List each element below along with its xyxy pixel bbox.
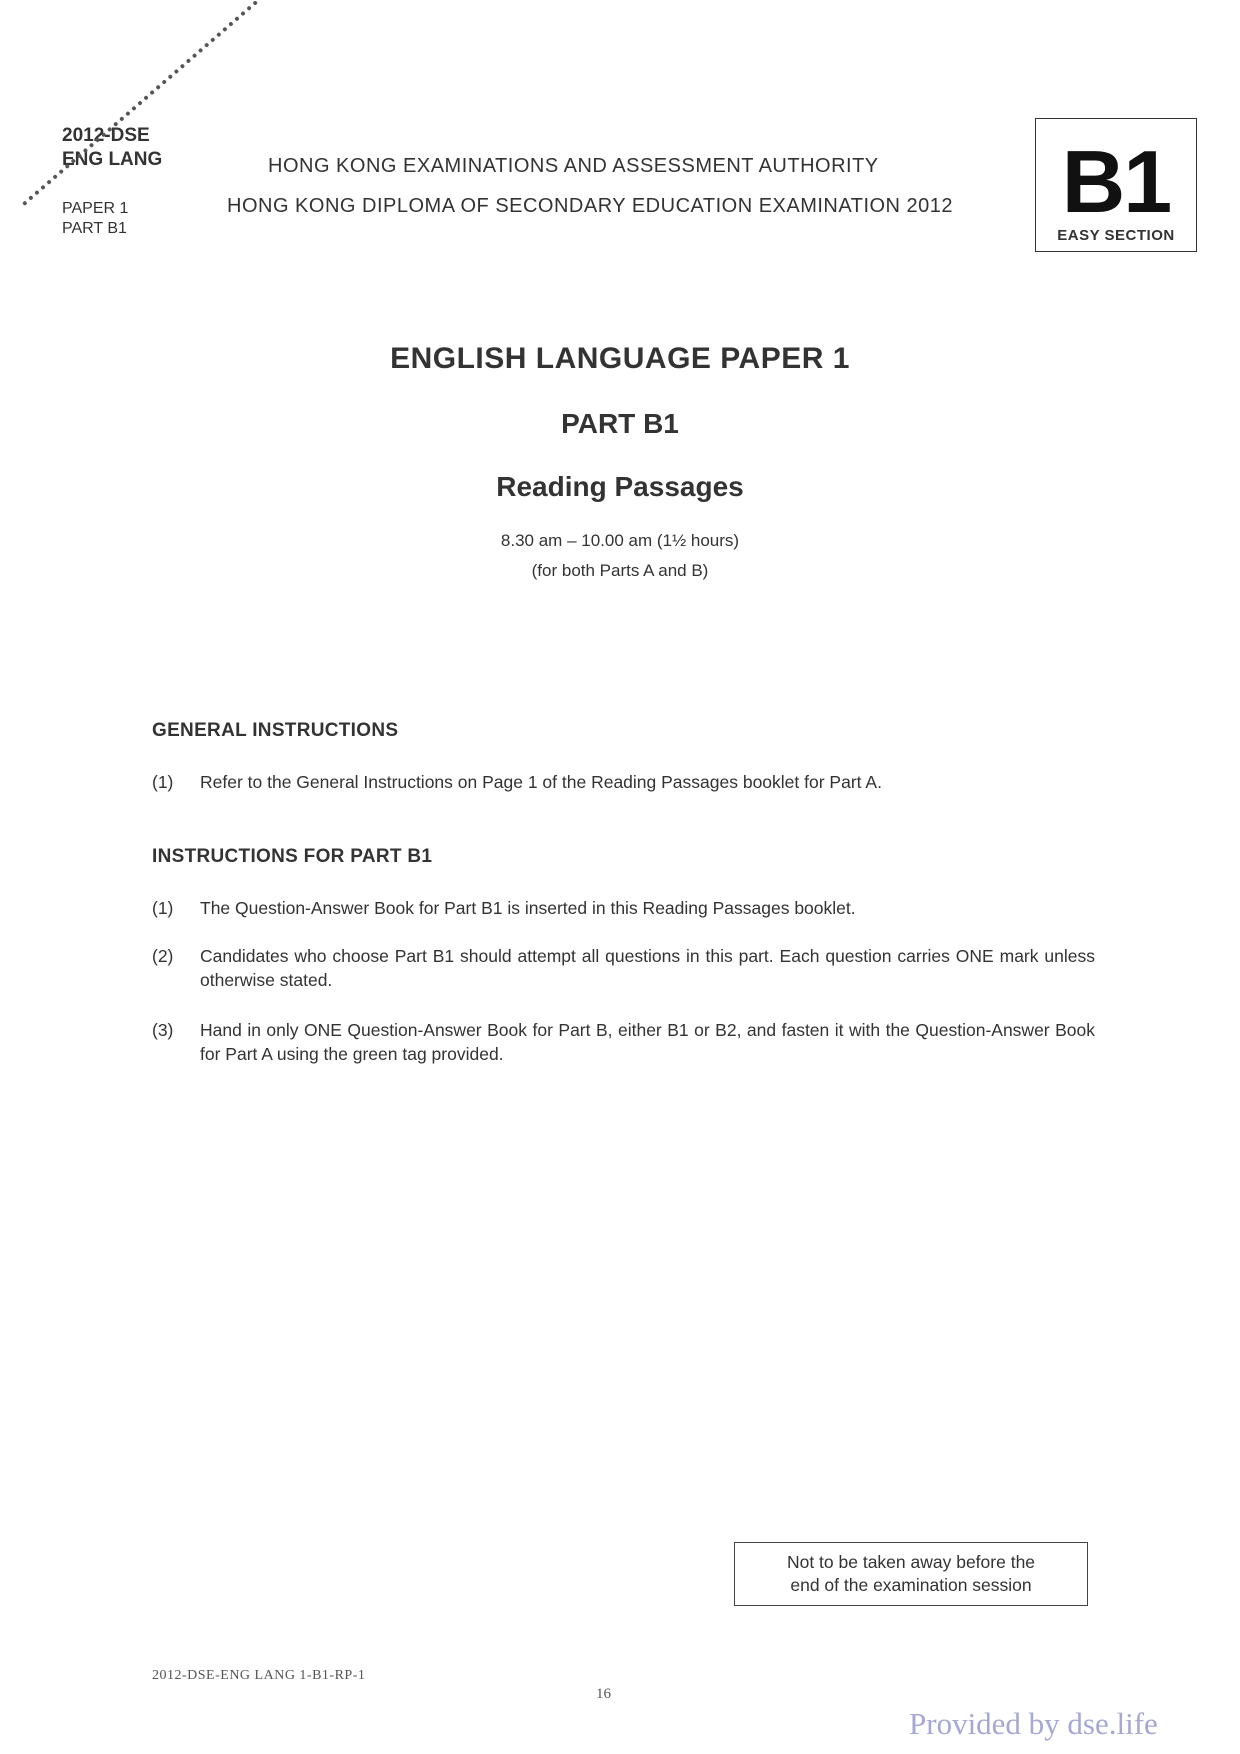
paper-code: 2012-DSE-ENG LANG 1-B1-RP-1 [152,1668,366,1683]
corner-paper: PAPER 1 [62,200,129,217]
general-instruction-item [152,770,1102,800]
page-number: 16 [596,1686,611,1702]
notice-line-2: end of the examination session [790,1575,1032,1595]
corner-year-code: 2012-DSE [62,125,150,146]
part-title: PART B1 [561,408,679,439]
corner-part: PART B1 [62,220,127,237]
exam-scope: (for both Parts A and B) [531,561,709,580]
item-text: Refer to the General Instructions on Page 1 of the Reading Passages booklet for Part A. [200,772,882,792]
part-instruction-item [152,944,1102,996]
header-exam: HONG KONG DIPLOMA OF SECONDARY EDUCATION EXAMINATION 2012 [227,195,954,217]
item-number: (1) [152,772,174,792]
item-text: Candidates who choose Part B1 should attempt all questions in this part. Each question carries ONE mark unless otherwise stated. [200,946,1095,990]
booklet-title: Reading Passages [496,471,744,502]
badge-code: B1 [1061,132,1171,231]
corner-subject: ENG LANG [62,149,163,170]
part-instruction-item [152,1018,1102,1070]
item-number: (1) [152,898,174,918]
paper-title: ENGLISH LANGUAGE PAPER 1 [390,342,850,375]
corner-label [62,124,162,172]
part-instruction-item [152,896,1102,926]
badge-label: EASY SECTION [1057,227,1175,244]
item-number: (3) [152,1020,174,1040]
item-text: Hand in only ONE Question-Answer Book for Part B, either B1 or B2, and fasten it with the Question-Answer Book for Part A using the green tag provided. [200,1020,1095,1064]
notice-box [734,1542,1088,1606]
watermark: Provided by dse.life [909,1706,1158,1741]
notice-line-1: Not to be taken away before the [786,1552,1036,1572]
header-authority: HONG KONG EXAMINATIONS AND ASSESSMENT AUTHORITY [268,155,879,177]
part-instructions-heading: INSTRUCTIONS FOR PART B1 [152,846,433,867]
general-instructions-heading: GENERAL INSTRUCTIONS [152,720,399,741]
item-number: (2) [152,946,174,966]
exam-time: 8.30 am – 10.00 am (1½ hours) [500,531,740,550]
item-text: The Question-Answer Book for Part B1 is inserted in this Reading Passages booklet. [200,898,856,918]
section-badge [1035,118,1197,252]
corner-paper-label [62,199,128,239]
